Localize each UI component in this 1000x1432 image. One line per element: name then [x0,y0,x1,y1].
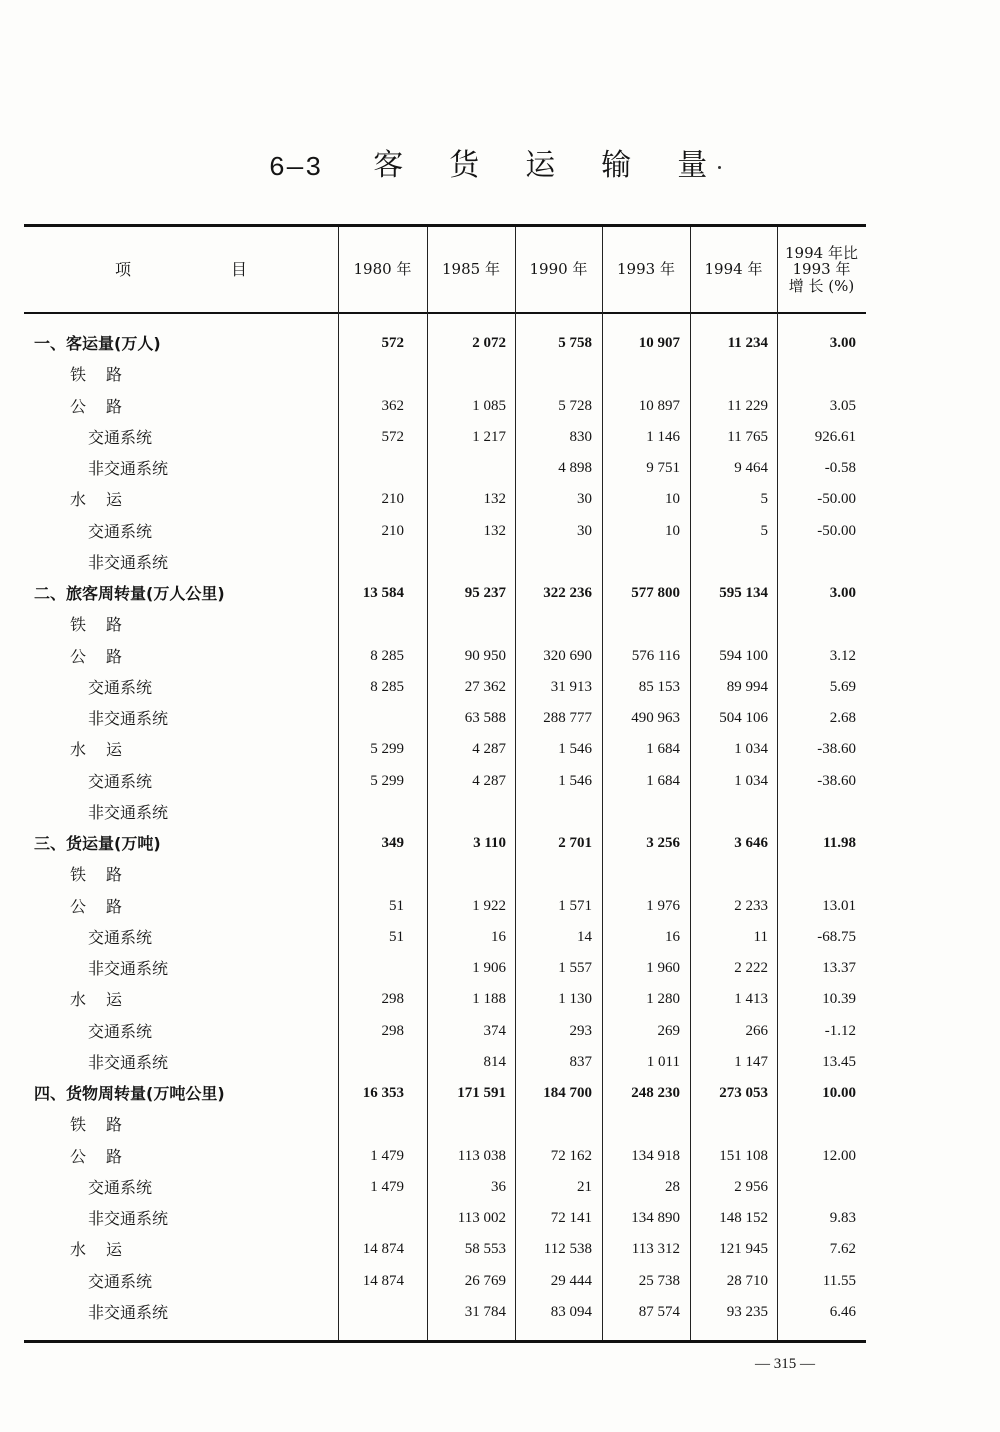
table-cell: 113 002 [457,1210,506,1226]
table-row [24,766,866,797]
header-year: 1994 年 [704,260,763,279]
table-cell: 28 710 [726,1272,768,1289]
table-cell: 14 874 [362,1241,404,1258]
table-cell: 4 287 [472,741,506,758]
table-cell: 322 236 [543,585,592,601]
table-cell: -68.75 [817,928,856,945]
table-cell: 5 758 [558,335,592,351]
table-cell: 1 976 [646,897,680,914]
row-label: 水运 [70,490,143,510]
table-bottom-rule [24,1340,866,1343]
table-row [24,516,866,547]
table-cell: 572 [381,335,404,351]
table-cell: 132 [483,522,506,539]
table-header-rule [24,312,866,314]
table-cell: 134 890 [631,1210,680,1226]
table-cell: 171 591 [457,1085,506,1101]
table-cell: 83 094 [550,1303,592,1320]
table-cell: 10.39 [822,991,856,1008]
table-cell: 349 [381,835,404,851]
table-cell: 113 312 [631,1241,680,1258]
table-cell: 132 [483,491,506,508]
stray-dot [718,166,721,169]
row-label: 非交通系统 [88,459,169,478]
table-row [24,484,866,515]
table-cell: 5 728 [558,397,592,414]
table-cell: 112 538 [543,1241,592,1258]
table-row [24,1234,866,1265]
table-cell: 16 [491,928,506,945]
table-row [24,859,866,890]
page-title [0,140,1000,184]
header-year: 1990 年 [529,260,588,279]
table-cell: 1 479 [370,1147,404,1164]
table-cell: -50.00 [817,491,856,508]
table-cell: 1 085 [472,397,506,414]
table-cell: 1 684 [646,772,680,789]
table-cell: 31 913 [550,678,592,695]
header-year: 1993 年 [617,260,675,279]
table-cell: 13.45 [822,1053,856,1070]
table-cell: 248 230 [631,1085,680,1101]
table-row [24,953,866,984]
table-cell: 837 [569,1053,592,1070]
table-row [24,547,866,578]
table-cell: 11 234 [727,335,768,351]
table-cell: 1 479 [370,1178,404,1195]
table-cell: 1 546 [558,741,592,758]
table-cell: 184 700 [543,1085,592,1101]
header-item-left: 项 [114,259,131,279]
header-growth-line: 1993 年 [792,260,851,279]
table-row [24,391,866,422]
table-cell: -38.60 [817,772,856,789]
row-label: 水运 [70,740,143,760]
table-cell: 4 898 [558,460,592,476]
table-cell: 830 [569,428,592,445]
table-cell: 5.69 [829,678,856,695]
table-cell: 1 034 [734,741,768,758]
table-cell: 298 [381,1022,404,1039]
table-row [24,1266,866,1297]
table-cell: 27 362 [464,678,506,695]
table-cell: 11 765 [727,428,768,445]
table-cell: 31 784 [464,1303,506,1320]
table-row [24,1078,866,1109]
table-cell: -50.00 [817,522,856,539]
table-cell: 266 [745,1022,768,1039]
table-row [24,422,866,453]
table-row [24,984,866,1015]
header-growth-line: 增 长 (%) [788,276,855,295]
row-label: 水运 [70,990,143,1010]
table-cell: 21 [577,1178,592,1195]
row-label: 非交通系统 [88,959,169,978]
table-cell: 3 256 [646,835,680,851]
table-cell: 13 584 [362,585,404,601]
table-cell: 3.12 [829,647,856,664]
row-label: 交通系统 [88,427,153,447]
table-cell: 13.37 [822,960,856,976]
table-cell: 2.68 [829,710,856,726]
table-row [24,797,866,828]
table-cell: 25 738 [638,1272,680,1289]
row-label: 非交通系统 [88,1302,169,1322]
table-cell: 504 106 [719,710,768,726]
table-cell: 121 945 [719,1241,768,1258]
table-cell: 1 217 [472,428,506,445]
table-cell: 1 557 [558,960,592,976]
row-label: 交通系统 [88,1021,153,1041]
table-cell: 29 444 [550,1272,592,1289]
table-cell: 89 994 [726,678,768,695]
table-cell: 30 [577,522,592,539]
table-cell: 16 [665,928,680,945]
table-cell: 16 353 [362,1085,404,1101]
table-cell: 320 690 [543,647,592,664]
title-char: 量 [677,148,710,183]
table-row [24,1047,866,1078]
table-cell: 1 571 [558,897,592,914]
table-cell: 2 222 [734,960,768,976]
table-cell: 7.62 [829,1241,856,1258]
table-row [24,1141,866,1172]
table-cell: 10 [665,522,680,539]
row-label: 交通系统 [88,927,153,947]
row-label: 铁路 [70,1115,143,1135]
table-cell: 5 [760,491,768,508]
row-label: 非交通系统 [88,1052,169,1072]
table-cell: 58 553 [464,1241,506,1258]
table-row [24,703,866,734]
row-label: 交通系统 [88,677,153,697]
row-label: 二、旅客周转量(万人公里) [34,584,225,603]
row-label: 交通系统 [88,1177,153,1197]
table-cell: 374 [483,1022,506,1039]
table-cell: 5 299 [370,741,404,758]
table-cell: 1 922 [472,897,506,914]
row-label: 水运 [70,1240,143,1260]
table-cell: 3.05 [829,397,856,414]
table-cell: 9 751 [646,460,680,476]
title-char: 运 [525,148,558,183]
table-cell: 151 108 [719,1147,768,1164]
table-cell: 13.01 [822,897,856,914]
table-row [24,609,866,640]
table-cell: 9 464 [734,460,768,476]
table-cell: 90 950 [464,647,506,664]
header-growth [777,227,866,312]
table-cell: 85 153 [638,678,680,695]
table-row [24,359,866,390]
table-cell: 11.98 [823,835,856,851]
table-cell: 93 235 [726,1303,768,1320]
table-cell: 1 130 [558,991,592,1008]
table-row [24,828,866,859]
table-row [24,453,866,484]
table-cell: 26 769 [464,1272,506,1289]
row-label: 公路 [70,1146,143,1166]
table-cell: 36 [491,1178,506,1195]
table-cell: 2 072 [472,335,506,351]
row-label: 交通系统 [88,771,153,791]
table-row [24,922,866,953]
table-cell: 3 110 [473,835,506,851]
table-cell: 2 956 [734,1178,768,1195]
table-cell: 1 188 [472,991,506,1008]
table-row [24,891,866,922]
title-char: 输 [601,148,634,183]
table-cell: 51 [389,897,404,914]
table-cell: 1 034 [734,772,768,789]
table-cell: 576 116 [631,647,680,664]
table-cell: 6.46 [829,1303,856,1320]
row-label: 铁路 [70,365,143,385]
table-cell: 572 [381,428,404,445]
table-cell: 14 874 [362,1272,404,1289]
table-row [24,578,866,609]
table-cell: 1 906 [472,960,506,976]
table-cell: 4 287 [472,772,506,789]
row-label: 交通系统 [88,521,153,541]
table-cell: 1 146 [646,428,680,445]
table-cell: 1 684 [646,741,680,758]
table-cell: 11 229 [727,397,768,414]
table-cell: 3 646 [734,835,768,851]
header-item [24,227,338,312]
table-cell: -0.58 [824,460,856,476]
table-cell: 2 233 [734,897,768,914]
table-cell: 595 134 [719,585,768,601]
table-cell: 95 237 [464,585,506,601]
table-cell: 72 141 [550,1210,592,1226]
row-label: 一、客运量(万人) [34,334,161,353]
table-row [24,734,866,765]
row-label: 交通系统 [88,1271,153,1291]
table-cell: 293 [569,1022,592,1039]
page-number: — 315 — [755,1356,815,1372]
table-cell: 1 960 [646,960,680,976]
table-cell: 8 285 [370,647,404,664]
header-item-right: 目 [231,259,248,279]
table-cell: 288 777 [543,710,592,726]
table-cell: 577 800 [631,585,680,601]
table-cell: 113 038 [457,1147,506,1164]
table-cell: 1 147 [734,1053,768,1070]
table-row [24,1172,866,1203]
table-cell: 273 053 [719,1085,768,1101]
table-cell: 87 574 [638,1303,680,1320]
table-cell: 210 [381,491,404,508]
row-label: 四、货物周转量(万吨公里) [34,1084,225,1103]
table-cell: 8 285 [370,678,404,695]
table-cell: 72 162 [550,1147,592,1164]
table-cell: 1 413 [734,991,768,1008]
row-label: 非交通系统 [88,1209,169,1228]
header-growth-line: 1994 年比 [785,243,858,262]
table-cell: 298 [381,991,404,1008]
table-cell: 814 [483,1053,506,1070]
table-cell: 63 588 [464,710,506,726]
row-label: 非交通系统 [88,709,169,728]
row-label: 公路 [70,396,143,416]
table-row [24,1016,866,1047]
table-cell: 10 897 [638,397,680,414]
table-cell: 362 [381,397,404,414]
table-cell: 14 [577,928,592,945]
table-cell: 28 [665,1178,680,1195]
header-year: 1985 年 [442,260,500,279]
table-cell: 12.00 [822,1147,856,1164]
table-row [24,1297,866,1328]
table-cell: 11 [753,928,768,945]
table-cell: 10.00 [822,1085,856,1101]
header-year: 1980 年 [353,260,412,279]
table-cell: 926.61 [814,428,856,445]
table-cell: 134 918 [631,1147,680,1164]
table-cell: 490 963 [631,710,680,726]
row-label: 三、货运量(万吨) [34,834,161,853]
row-label: 公路 [70,646,143,666]
table-cell: 1 280 [646,991,680,1008]
table-cell: 5 299 [370,772,404,789]
table-cell: 10 [665,491,680,508]
table-cell: -1.12 [824,1022,856,1039]
table-cell: 9.83 [829,1210,856,1226]
table-row [24,1203,866,1234]
table-cell: 269 [657,1022,680,1039]
table-row [24,672,866,703]
table-row [24,1109,866,1140]
table-cell: 3.00 [829,585,856,601]
table-cell: 594 100 [719,647,768,664]
row-label: 非交通系统 [88,802,169,822]
row-label: 非交通系统 [88,552,169,572]
table-cell: 148 152 [719,1210,768,1226]
title-char: 客 [373,148,406,183]
table-cell: 210 [381,522,404,539]
table-cell: 1 011 [646,1053,680,1070]
table-cell: 3.00 [829,335,856,351]
table-row [24,641,866,672]
table-number: 6—3 [268,154,324,184]
table-cell: 5 [760,522,768,539]
row-label: 公路 [70,896,143,916]
table-cell: 51 [389,928,404,945]
table-cell: 1 546 [558,772,592,789]
table-cell: 30 [577,491,592,508]
table-cell: -38.60 [817,741,856,758]
table-cell: 2 701 [558,835,592,851]
row-label: 铁路 [70,615,143,635]
table-cell: 11.55 [822,1272,856,1289]
row-label: 铁路 [70,865,143,885]
table-cell: 10 907 [638,335,680,351]
title-char: 货 [449,148,482,183]
table-row [24,328,866,359]
